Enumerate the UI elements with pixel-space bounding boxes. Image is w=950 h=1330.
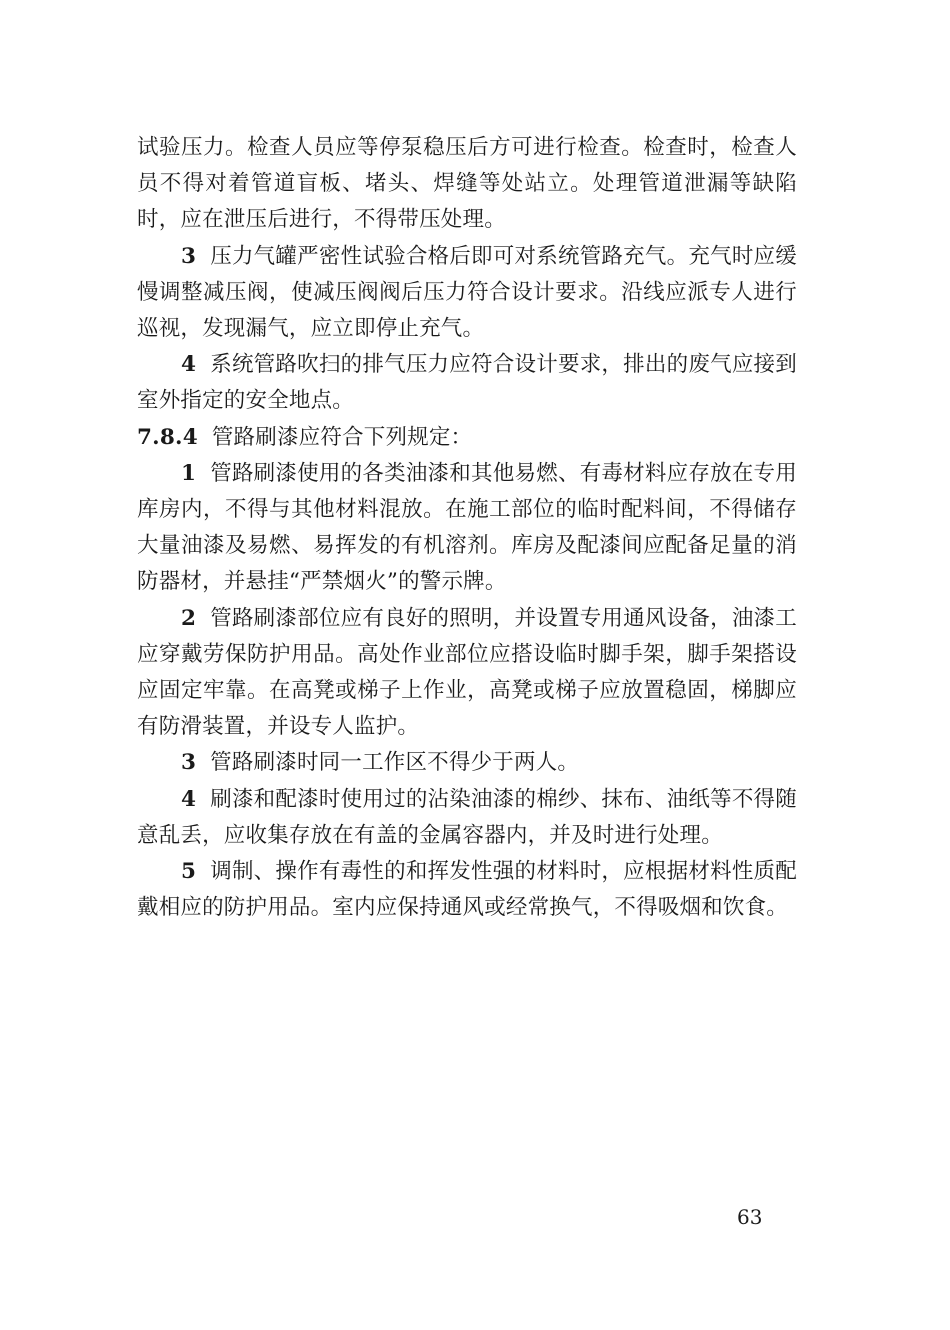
item-number: 3 xyxy=(181,243,197,269)
paragraph-text: 压力气罐严密性试验合格后即可对系统管路充气。充气时应缓慢调整减压阀，使减压阀阀后压力符合设计要求。沿线应派专人进行巡视，发现漏气，应立即停止充气。 xyxy=(137,243,797,342)
paragraph-text: 系统管路吹扫的排气压力应符合设计要求，排出的废气应接到室外指定的安全地点。 xyxy=(137,352,797,414)
clause-text: 管路刷漆应符合下列规定： xyxy=(211,424,473,450)
item-number: 1 xyxy=(181,460,197,486)
list-item-4 xyxy=(137,782,797,854)
item-text: 管路刷漆部位应有良好的照明，并设置专用通风设备，油漆工应穿戴劳保防护用品。高处作业部位应搭设临时脚手架，脚手架搭设应固定牢靠。在高凳或梯子上作业，高凳或梯子应放置稳固，梯脚应有防滑装置，并设专人监护。 xyxy=(137,605,797,740)
item-number: 2 xyxy=(181,605,197,631)
page-body xyxy=(137,130,797,926)
page-number: 63 xyxy=(737,1205,763,1229)
paragraph-item-4 xyxy=(137,347,797,419)
item-text: 调制、操作有毒性的和挥发性强的材料时，应根据材料性质配戴相应的防护用品。室内应保持通风或经常换气，不得吸烟和饮食。 xyxy=(137,859,797,921)
item-text: 管路刷漆时同一工作区不得少于两人。 xyxy=(210,750,580,776)
list-item-3 xyxy=(137,745,797,781)
paragraph-item-3 xyxy=(137,239,797,348)
item-number: 4 xyxy=(181,786,197,812)
item-text: 管路刷漆使用的各类油漆和其他易燃、有毒材料应存放在专用库房内，不得与其他材料混放。在施工部位的临时配料间，不得储存大量油漆及易燃、易挥发的有机溶剂。库房及配漆间应配备足量的消防器材，并悬挂“严禁烟火”的警示牌。 xyxy=(137,460,797,595)
list-item-2 xyxy=(137,601,797,746)
paragraph-text: 试验压力。检查人员应等停泵稳压后方可进行检查。检查时，检查人员不得对着管道盲板、堵头、焊缝等处站立。处理管道泄漏等缺陷时，应在泄压后进行，不得带压处理。 xyxy=(137,135,797,233)
paragraph-continuation xyxy=(137,130,797,239)
clause-heading xyxy=(137,420,797,456)
item-number: 3 xyxy=(181,750,197,776)
list-item-5 xyxy=(137,854,797,926)
item-number: 5 xyxy=(181,859,197,885)
clause-number: 7.8.4 xyxy=(137,424,198,450)
item-number: 4 xyxy=(181,352,197,378)
item-text: 刷漆和配漆时使用过的沾染油漆的棉纱、抹布、油纸等不得随意乱丢，应收集存放在有盖的金属容器内，并及时进行处理。 xyxy=(137,786,797,848)
list-item-1 xyxy=(137,456,797,601)
